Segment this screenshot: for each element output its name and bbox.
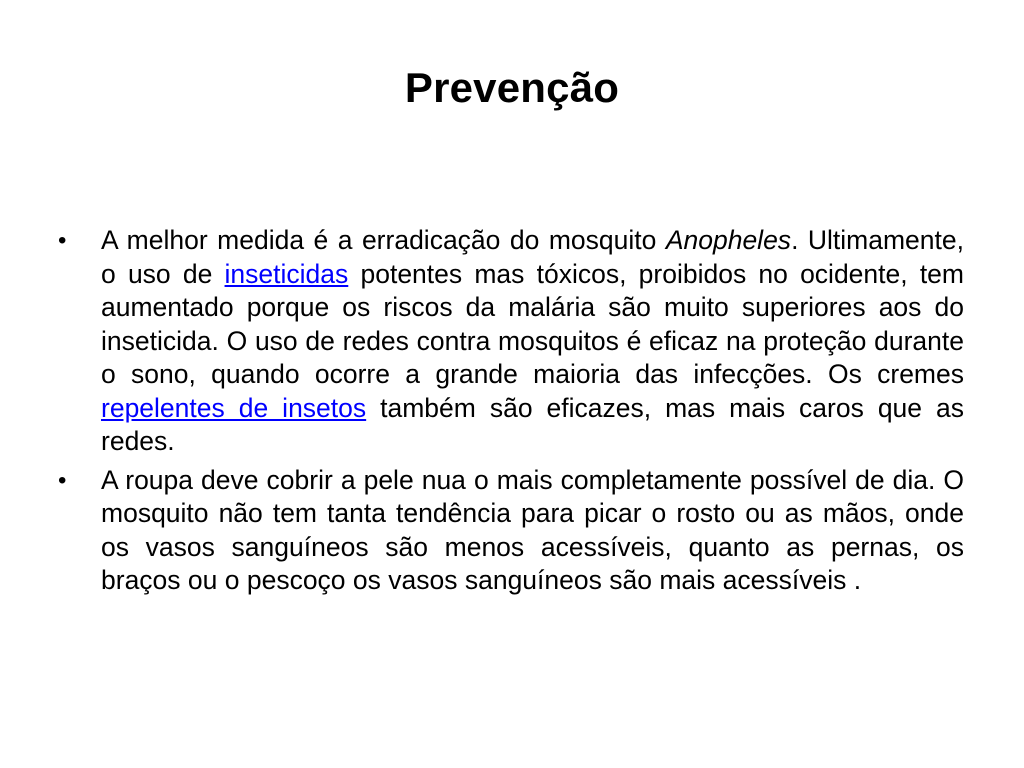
bullet-text bbox=[101, 225, 964, 456]
link-inseticidas[interactable]: inseticidas bbox=[224, 258, 349, 289]
link-repelentes-de-insetos[interactable]: repelentes de insetos bbox=[101, 392, 367, 423]
bullet-text bbox=[101, 465, 964, 596]
text-segment: A melhor medida é a erradicação do mosquito bbox=[101, 225, 666, 255]
bullet-list bbox=[58, 224, 964, 603]
text-segment: também são eficazes, mas mais caros que as redes. bbox=[101, 392, 965, 456]
text-segment: potentes mas tóxicos, proibidos no ocidente, tem aumentado porque os riscos da malária são muito superiores aos do inseticida. O uso de redes contra mosquitos é eficaz na proteção durante o sono, quando ocorre a grande maioria das infecções. Os cremes bbox=[101, 258, 964, 389]
bullet-icon: • bbox=[58, 466, 67, 494]
italic-term-anopheles: Anopheles bbox=[665, 225, 792, 255]
bullet-icon: • bbox=[58, 227, 67, 254]
text-segment: A roupa deve cobrir a pele nua o mais completamente possível de dia. O mosquito não tem tanta tendência para picar o rosto ou as mãos, onde os vasos sanguíneos são menos acessíveis, quanto as pernas, os braços ou o pescoço os vasos sanguíneos são mais acessíveis . bbox=[101, 464, 964, 595]
bullet-item bbox=[58, 224, 964, 459]
slide-title: Prevenção bbox=[404, 64, 620, 111]
bullet-item bbox=[58, 464, 964, 598]
text-segment: . Ultimamente, o uso de bbox=[101, 225, 964, 289]
